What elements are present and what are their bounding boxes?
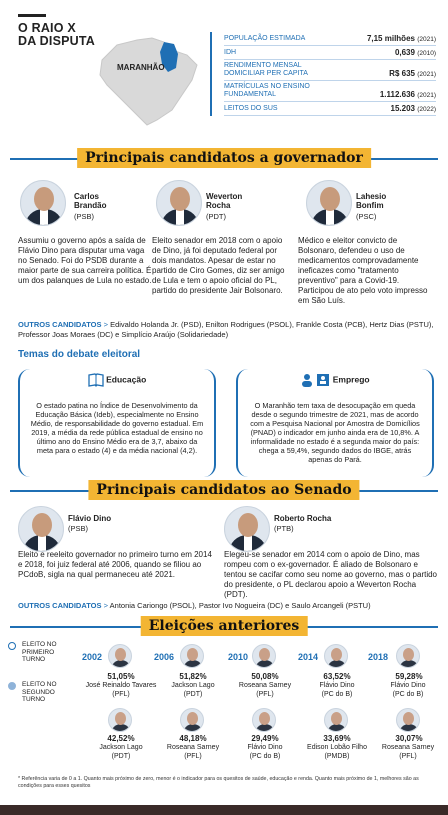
- winner-photo: [324, 644, 348, 668]
- elections-banner: [10, 616, 438, 638]
- candidate-name: Lahesio Bonfim: [356, 192, 387, 210]
- avatar-lahesio-bonfim: [306, 180, 352, 226]
- theme-text: O Maranhão tem taxa de desocupação em queda desde o segundo trimestre de 2021, mas de acordo com a Pesquisa Nacional por Amostra de Domicílios (PNAD) o indicador em junho ainda era de 10,8%. A informalidade no estado é a segunda maior do país: chega a 59,4%, segundo dados do IBGE, atrás apenas do Pará.: [250, 401, 420, 464]
- winner-pct: 63,52%: [323, 672, 351, 681]
- candidate-party: (PSB): [74, 212, 95, 221]
- candidate-bio: Médico e eleitor convicto de Bolsonaro, defendeu o uso de medicamentos comprovadamente ineficazes como "tratamento preventivo" para a Covid-19. Participou de ato pelo voto impresso em São Luís.: [298, 236, 428, 305]
- senate-section-title: Principais candidatos ao Senado: [88, 480, 359, 500]
- themes-title: Temas do debate eleitoral: [18, 349, 141, 360]
- candidate-party: (PSC): [356, 212, 377, 221]
- election-year: 2006: [154, 652, 175, 662]
- stat-row: IDH 0,639 (2010): [224, 46, 436, 60]
- theme-education: [18, 369, 216, 477]
- state-label: MARANHÃO: [117, 63, 165, 72]
- runner-photo: [108, 708, 132, 732]
- elections-section-title: Eleições anteriores: [141, 616, 308, 636]
- winner-photo: [252, 644, 276, 668]
- candidate-name: Flávio Dino: [68, 514, 112, 523]
- governor-section-title: Principais candidatos a governador: [77, 148, 371, 168]
- candidate-bio: Elegeu-se senador em 2014 com o apoio de Dino, mas rompeu com o ex-governador. É aliado de Bolsonaro e tentou se cacifar como seu nome ao governo, mas o partido do presidente, o PL declarou apoio a Weverton Rocha (PDT).: [224, 550, 438, 599]
- winner-name: José Reinaldo Tavares (PFL): [85, 682, 157, 698]
- runner-pct: 29,49%: [251, 734, 279, 743]
- theme-text: O estado patina no Índice de Desenvolvimento da Educação Básica (Ideb), especialmente no Ensino Médio, de responsabilidade do governo estadual. Em 2019, a média da rede pública estadual de ensino no último ano do Ensino Médio era de 3,7, abaixo da meta para o estado (4) e da média nacional (4,2).: [30, 401, 204, 455]
- bottom-bar: [0, 805, 448, 815]
- winner-photo: [396, 644, 420, 668]
- candidate-party: (PDT): [206, 212, 226, 221]
- other-governor-candidates: OUTROS CANDIDATOS > Edivaldo Holanda Jr. (PSD), Enilton Rodrigues (PSOL), Frankle Costa (PCB), Hertz Dias (PSTU), Professor Joas Moraes (DC) e Simplício Araújo (Solidariedade): [18, 320, 434, 339]
- election-year: 2010: [228, 652, 249, 662]
- candidate-party: (PTB): [274, 524, 294, 533]
- winner-pct: 59,28%: [395, 672, 423, 681]
- candidate-bio: Eleito e reeleito governador no primeiro turno em 2014 e 2018, foi juiz federal até 2006, quando se filiou ao PCdoB, sigla na qual permaneceu até 2021.: [18, 550, 212, 579]
- candidate-party: (PSB): [68, 524, 89, 533]
- winner-pct: 50,08%: [251, 672, 279, 681]
- stat-row: LEITOS DO SUS 15.203 (2022): [224, 102, 436, 116]
- election-year: 2014: [298, 652, 319, 662]
- theme-label: Emprego: [332, 374, 370, 385]
- avatar-flavio-dino: [18, 506, 64, 552]
- winner-name: Flávio Dino (PC do B): [319, 682, 355, 698]
- stat-row: POPULAÇÃO ESTIMADA 7,15 milhões (2021): [224, 32, 436, 46]
- winner-photo: [108, 644, 132, 668]
- theme-employment: [236, 369, 434, 477]
- legend-second-round: ELEITO NO SEGUNDO TURNO: [22, 681, 57, 704]
- runner-pct: 33,69%: [323, 734, 351, 743]
- stat-row: RENDIMENTO MENSAL DOMICILIAR PER CAPITA R$ 635 (2021): [224, 60, 436, 81]
- title-line-1: O RAIO X: [18, 21, 76, 35]
- runner-name: Edison Lobão Filho (PMDB): [307, 744, 367, 760]
- avatar-roberto-rocha: [224, 506, 270, 552]
- senate-banner: [10, 480, 438, 502]
- legend-first-round: ELEITO NO PRIMEIRO TURNO: [22, 641, 57, 664]
- election-year: 2018: [368, 652, 389, 662]
- winner-name: Jackson Lago (PDT): [171, 682, 215, 698]
- candidate-name: Roberto Rocha: [274, 514, 332, 523]
- candidate-name: Weverton Rocha: [206, 192, 243, 210]
- other-senate-candidates: OUTROS CANDIDATOS > Antonia Cariongo (PSOL), Pastor Ivo Nogueira (DC) e Saulo Arcangeli (PSTU): [18, 601, 371, 610]
- title-rule: [18, 14, 46, 17]
- governor-banner: [10, 148, 438, 170]
- runner-name: Roseana Sarney (PFL): [381, 744, 435, 760]
- winner-name: Flávio Dino (PC do B): [390, 682, 426, 698]
- stats-panel: [210, 32, 436, 116]
- runner-pct: 42,52%: [107, 734, 135, 743]
- theme-label: Educação: [106, 374, 147, 385]
- election-year: 2002: [82, 652, 103, 662]
- winner-pct: 51,05%: [107, 672, 135, 681]
- runner-photo: [324, 708, 348, 732]
- winner-photo: [180, 644, 204, 668]
- candidate-bio: Assumiu o governo após a saída de Flávio Dino para disputar uma vaga no Senado. Foi do PSDB durante a maior parte de sua carreira política. É um dos palanques de Lula no estado.: [18, 236, 152, 285]
- runner-name: Roseana Sarney (PFL): [166, 744, 220, 760]
- runner-photo: [252, 708, 276, 732]
- runner-pct: 30,07%: [395, 734, 423, 743]
- winner-pct: 51,82%: [179, 672, 207, 681]
- runner-photo: [180, 708, 204, 732]
- avatar-carlos-brandao: [20, 180, 66, 226]
- footnote: * Referência varia de 0 a 1. Quanto mais próximo de zero, menor é o indicador para os quesitos de saúde, educação e renda. Quanto mais próximo de 1, melhores são as condições para esses quesitos: [18, 776, 419, 789]
- workers-icon: [300, 373, 330, 387]
- title-line-2: DA DISPUTA: [18, 34, 95, 48]
- runner-photo: [396, 708, 420, 732]
- candidate-name: Carlos Brandão: [74, 192, 107, 210]
- winner-name: Roseana Sarney (PFL): [238, 682, 292, 698]
- brazil-map: [92, 20, 202, 130]
- runner-name: Jackson Lago (PDT): [99, 744, 143, 760]
- stat-row: MATRÍCULAS NO ENSINO FUNDAMENTAL 1.112.636 (2021): [224, 81, 436, 102]
- avatar-weverton-rocha: [156, 180, 202, 226]
- runner-pct: 48,18%: [179, 734, 207, 743]
- candidate-bio: Eleito senador em 2018 com o apoio de Dino, já foi deputado federal por dois mandatos. Apesar de estar no partido de Ciro Gomes, diz ser amigo de Lula e tem o apoio oficial do PL, partido do presidente Jair Bolsonaro.: [152, 236, 285, 295]
- runner-name: Flávio Dino (PC do B): [247, 744, 283, 760]
- book-icon: [88, 373, 104, 387]
